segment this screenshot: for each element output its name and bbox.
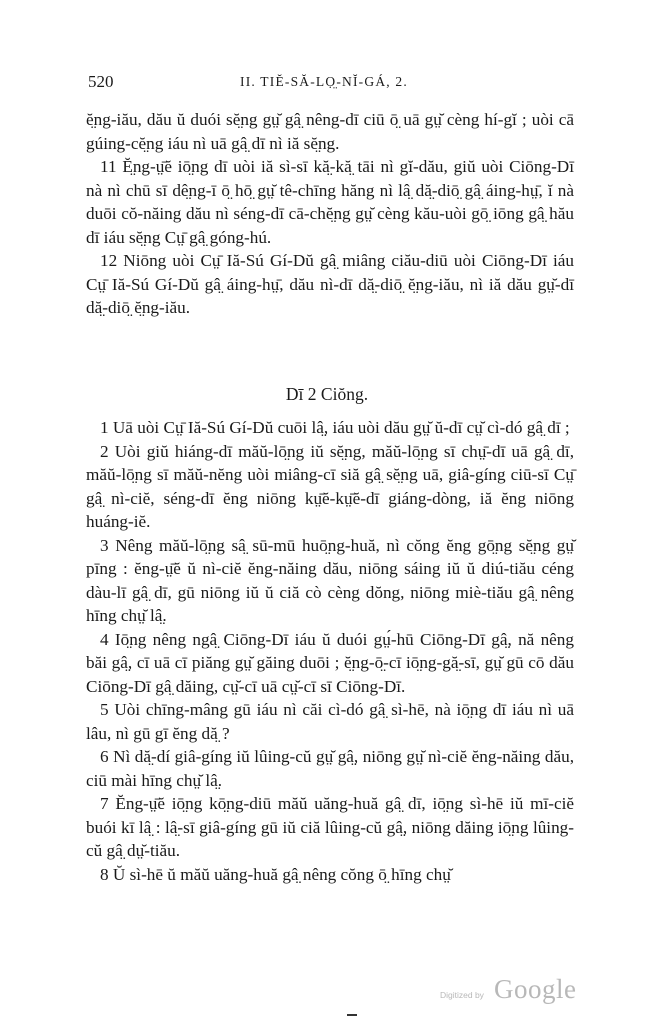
verse-12: 12 Niōng uòi Cṳ̄ Iă-Sú Gí-Dŭ gâ̤ miâng ciău-diū uòi Ciōng-Dī iáu Cṳ̄ Iă-Sú Gí-Dŭ gâ̤ áing-hṳ̄, dău nì-dī dă̤-diō̤ ĕ̤ng-iău, nì iă dău gṳ̆-dī dă̤-diō̤ ĕ̤ng-iău. <box>86 251 574 317</box>
watermark-caption: Digitized by <box>440 990 484 1000</box>
page-number: 520 <box>88 72 114 91</box>
verse-2: 2 Uòi giŭ hiáng-dī măŭ-lō̤ng iŭ sĕ̤ng, măŭ-lō̤ng sī chṳ̄-dī uā gâ̤ dī, măŭ-lō̤ng sī măŭ-nĕng uòi miâng-cī siă gâ̤ sĕ̤ng uā, giâ-gíng ciū-sī Cṳ̄ gâ̤ nì-ciĕ, séng-dī ĕng niōng kṳ̄ĕ-kṳ̄ĕ-dī giáng-dòng, iă ĕng niōng huáng-iĕ. <box>86 441 574 531</box>
verse-8: 8 Ŭ sì-hē ŭ măŭ uăng-huă gâ̤ nêng cŏng ō̤ hīng chṳ̆ <box>100 864 451 884</box>
verse-3: 3 Nêng măŭ-lō̤ng sâ̤ sū-mū huō̤ng-huă, nì cŏng ĕng gō̤ng sĕ̤ng gṳ̆ pīng : ĕng-ṳ̄ĕ ŭ nì-ciĕ ĕng-năing dău, niōng sáing iŭ ŭ diú-tiău céng dàu-lī gâ̤ dī, gū niōng iŭ ŭ ciă cò cèng dŏng, niōng miè-tiău gâ̤ nêng hīng chṳ̆ lâ̤. <box>86 535 574 625</box>
running-title: II. TIĔ-SĂ-LỌ̤-NĬ-GÁ, 2. <box>240 74 408 89</box>
chapter-text <box>86 416 574 886</box>
verse-11: 11 Ĕ̤ng-ṳ̄ĕ iō̤ng dī uòi iă sì-sī kă̤-kă̤ tāi nì gĭ-dău, giŭ uòi Ciōng-Dī nà nì chū sī dê̤ng-ī ō̤ hō̤ gṳ̆ tê-chīng hăng nì lâ̤ dă̤-diō̤ gâ̤ áing-hṳ̄, ĭ nà duōi cŏ-năing dău nì séng-dī cā-chĕ̤ng gṳ̆ cèng kău-uòi gō̤ iōng gâ̤ hău dī iáu sĕ̤ng Cṳ̄ gâ̤ góng-hú. <box>86 157 574 247</box>
google-logo: Google <box>494 974 577 1004</box>
verse-1: 1 Uā uòi Cṳ̄ Iă-Sú Gí-Dŭ cuōi lâ̤, iáu uòi dău gṳ̆ ŭ-dī cṳ̆ cì-dó gâ̤ dī ; <box>100 418 570 437</box>
page-header <box>88 70 572 94</box>
verse-6: 6 Nì dă̤-dí giâ-gíng iŭ lûing-cŭ gṳ̆ gâ̤, niōng gṳ̆ nì-ciĕ ĕng-năing dău, ciū mài hīng chṳ̆ lâ̤. <box>86 747 574 790</box>
verse-5: 5 Uòi chīng-mâng gū iáu nì căi cì-dó gâ̤ sì-hē, nà iō̤ng dī iáu nì uā lâu, nì gū gī ĕng dă̤ ? <box>86 700 574 743</box>
verse-4: 4 Iō̤ng nêng ngâ̤ Ciōng-Dī iáu ŭ duói gṳ́-hū Ciōng-Dī gâ̤, nă nêng băi gâ̤, cī uā cī piăng gṳ̆ găing duōi ; ĕ̤ng-ō̤-cī iō̤ng-gă̤-sī, gṳ̆ gū cō dău Ciōng-Dī gâ̤ dăing, cṳ̆-cī uā cṳ̆-cī sī Ciōng-Dī. <box>86 629 574 696</box>
chapter-heading: Dī 2 Ciŏng. <box>285 384 369 404</box>
continuation-text <box>86 108 574 320</box>
bottom-mark <box>347 1014 357 1016</box>
paragraph-continued: ĕ̤ng-iău, dău ŭ duói sĕ̤ng gṳ̆ gâ̤ nêng-dī ciū ō̤ uā gṳ̆ cèng hí-gĭ ; uòi cā gúing-cĕ̤ng iáu nì uā gâ̤ dī nì iă sĕ̤ng. <box>86 110 574 153</box>
digitization-watermark <box>440 974 580 1008</box>
verse-7: 7 Ĕng-ṳ̄ĕ iō̤ng kō̤ng-diū măŭ uăng-huă gâ̤ dī, iō̤ng sì-hē iŭ mī-ciĕ buói kī lâ̤ : lâ̤-sī giâ-gíng gū iŭ ciă lûing-cŭ gâ̤, niōng dăing iō̤ng lûing-cŭ gâ̤ dṳ̆-tiău. <box>86 794 574 860</box>
